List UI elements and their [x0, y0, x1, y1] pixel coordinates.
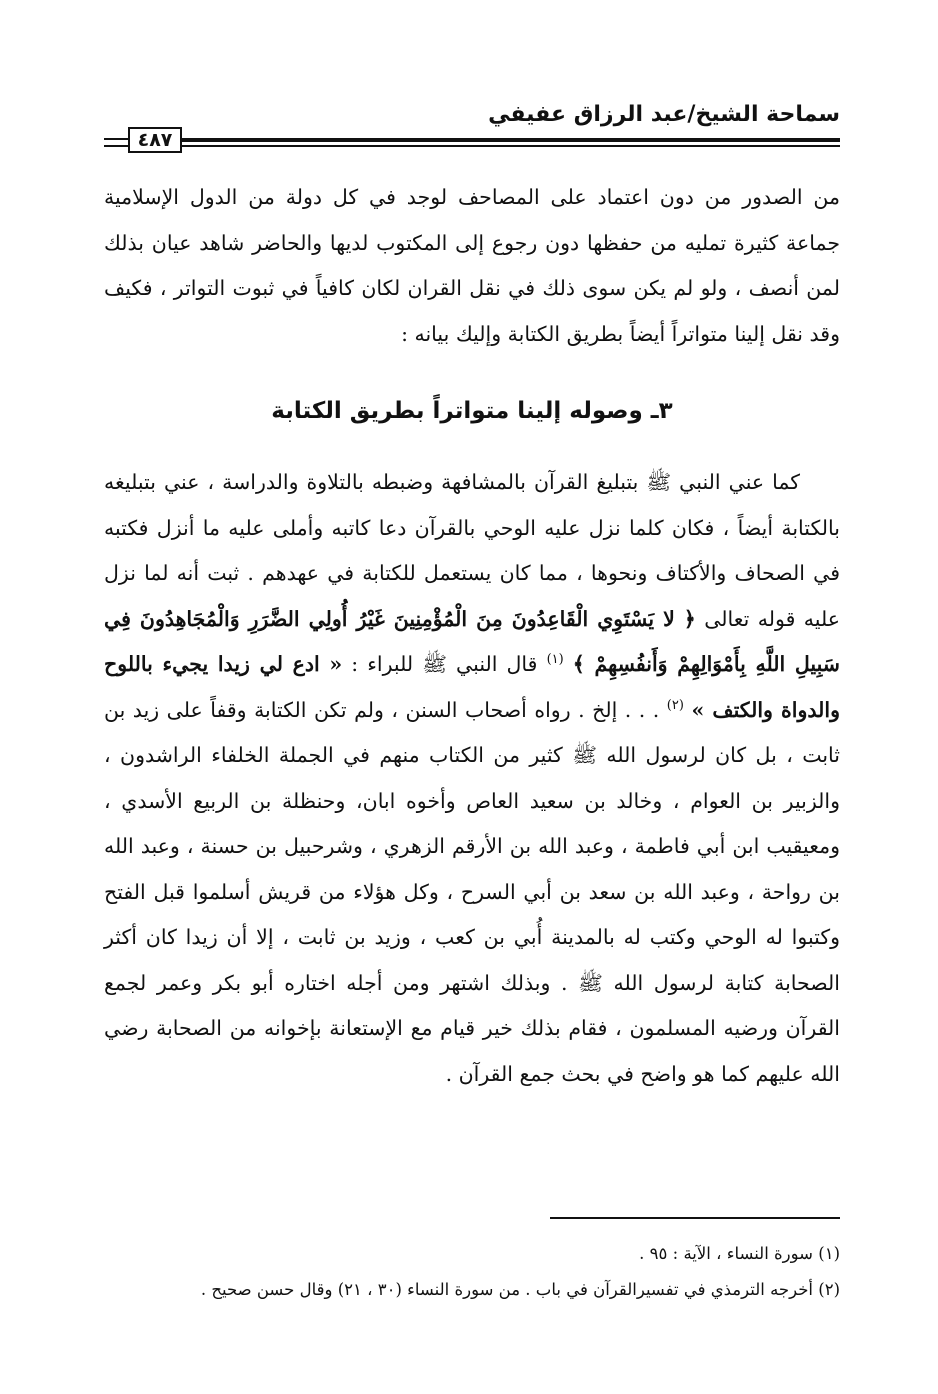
main-paragraph: [104, 460, 840, 1097]
main-text-part-2: قال النبي ﷺ للبراء :: [351, 652, 538, 676]
footnote-ref-1: (١): [546, 652, 564, 668]
header-rule-thin: [180, 145, 840, 147]
intro-paragraph-text: من الصدور من دون اعتماد على المصاحف لوجد في كل دولة من الدول الإسلامية جماعة كثيرة تمليه من حفظها دون رجوع إلى المكتوب لديها والحاضر شاهد عيان بذلك لمن أنصف ، ولو لم يكن سوى ذلك في نقل القران لكان كافياً في ثبوت التواتر ، فكيف وقد نقل إلينا متواتراً أيضاً بطريق الكتابة وإليك بيانه :: [104, 185, 840, 346]
intro-paragraph: [104, 175, 840, 357]
quran-verse: ﴿ لا يَسْتَوِي الْقَاعِدُونَ مِنَ الْمُؤْمِنِينَ غَيْرُ أُولِي الضَّرَرِ وَالْمُجَاهِدُونَ فِي سَبِيلِ اللَّهِ بِأَمْوَالِهِمْ وَأَنفُسِهِمْ ﴾: [104, 606, 840, 676]
footnote-2: (٢) أخرجه الترمذي في تفسيرالقرآن في باب . من سورة النساء (٣٠ ، ٢١) وقال حسن صحيح .: [200, 1280, 840, 1299]
footnote-ref-2: (٢): [666, 697, 684, 713]
header-rule-stub-bottom: [104, 145, 128, 147]
page-number: ٤٨٧: [128, 127, 182, 153]
main-text-part-3: . . . إلخ . رواه أصحاب السنن ، ولم تكن الكتابة وقفاً على زيد بن ثابت ، بل كان لرسول الله ﷺ كثير من الكتاب منهم في الجملة الخلفاء الراشدون ، والزبير بن العوام ، وخالد بن سعيد العاص وأخوه ابان، وحنظلة بن الربيع الأسدي ، ومعيقيب ابن أبي فاطمة ، وعبد الله بن الأرقم الزهري ، وشرحبيل بن حسنة ، وعبد الله بن رواحة ، وعبد الله بن سعد بن أبي السرح ، وكل هؤلاء من قريش أسلموا قبل الفتح وكتبوا له الوحي وكتب له بالمدينة أُبي بن كعب ، وزيد بن ثابت ، إلا أن زيدا كان أكثر الصحابة كتابة لرسول الله ﷺ . وبذلك اشتهر ومن أجله اختاره أبو بكر وعمر لجمع القرآن ورضيه المسلمون ، فقام بذلك خير قيام مع الإستعانة بإخوانه من الصحابة رضي الله عليهم كما هو واضح في بحث جمع القرآن .: [104, 697, 840, 1086]
section-heading: ٣ـ وصوله إلينا متواتراً بطريق الكتابة: [271, 398, 673, 424]
main-text-part-1: كما عني النبي ﷺ بتبليغ القرآن بالمشافهة وضبطه بالتلاوة والدراسة ، عني بتبليغه بالكتابة أيضاً ، فكان كلما نزل عليه الوحي بالقرآن دعا كاتبه وأملى عليه ما أنزل فكتبه في الصحاف والأكتاف ونحوها ، مما كان يستعمل للكتابة في عهدهم . ثبت أنه لما نزل عليه قوله تعالى: [104, 470, 840, 631]
footnote-1: (١) سورة النساء ، الآية : ٩٥ .: [639, 1244, 840, 1263]
header-rule-thick: [180, 138, 840, 142]
running-header: [104, 100, 840, 160]
hadith-quote: « ادع لي زيدا يجيء باللوح والدواة والكتف »: [104, 652, 840, 722]
book-title: سماحة الشيخ/عبد الرزاق عفيفي: [488, 102, 840, 127]
footnotes: [104, 1236, 840, 1308]
main-paragraph-text: [104, 460, 840, 1097]
footnote-separator: [550, 1217, 840, 1219]
header-rule-stub-top: [104, 138, 128, 140]
